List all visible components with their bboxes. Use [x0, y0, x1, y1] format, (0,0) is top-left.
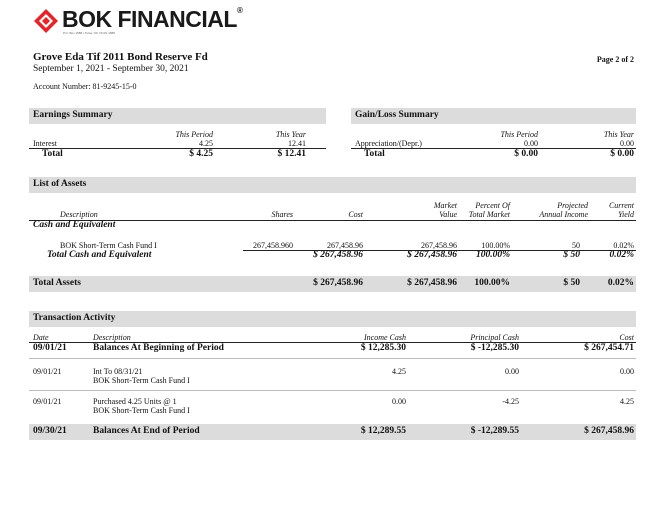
assets-col-income-2: Annual Income	[539, 210, 588, 219]
tx-end-cost: $ 267,458.96	[584, 426, 634, 436]
transaction-activity-title: Transaction Activity	[33, 313, 116, 323]
tx-end-label: Balances At End of Period	[93, 426, 200, 436]
tx-row-income: 4.25	[392, 367, 406, 376]
assets-group-total-market: $ 267,458.96	[407, 250, 457, 260]
tx-row-principal: 0.00	[505, 367, 519, 376]
asset-row-yield: 0.02%	[613, 241, 634, 250]
tx-end-principal: $ -12,289.55	[470, 426, 519, 436]
assets-col-percent-1: Percent Of	[475, 201, 510, 210]
gainloss-summary-title: Gain/Loss Summary	[355, 110, 439, 120]
assets-group-total-cost: $ 267,458.96	[313, 250, 363, 260]
transaction-activity-header	[29, 311, 636, 327]
earnings-total-year: $ 12.41	[277, 149, 306, 159]
tx-row-cost: 0.00	[620, 367, 634, 376]
tx-row-desc-line2: BOK Short-Term Cash Fund I	[93, 376, 190, 385]
tx-col-date: Date	[33, 333, 49, 342]
gainloss-col-period: This Period	[500, 130, 538, 139]
assets-col-percent-2: Total Market	[468, 210, 510, 219]
earnings-row-period: 4.25	[199, 139, 213, 148]
tx-end-date: 09/30/21	[33, 426, 67, 436]
earnings-row-label: Interest	[33, 139, 57, 148]
tx-row-desc-line2: BOK Short-Term Cash Fund I	[93, 406, 190, 415]
total-assets-market: $ 267,458.96	[407, 278, 457, 288]
page-number: Page 2 of 2	[596, 55, 634, 64]
tx-row-desc-line1: Purchased 4.25 Units @ 1	[93, 397, 177, 406]
bok-logo-icon	[33, 8, 59, 34]
assets-col-description: Description	[60, 210, 98, 219]
assets-group-total-income: $ 50	[563, 250, 580, 260]
asset-row-market: 267,458.96	[421, 241, 457, 250]
tx-row-date: 09/01/21	[33, 397, 62, 406]
total-assets-income: $ 50	[563, 278, 580, 288]
assets-col-yield-2: Yield	[618, 210, 634, 219]
assets-col-cost: Cost	[348, 210, 363, 219]
tx-col-income: Income Cash	[364, 333, 406, 342]
brand-name: BOK FINANCIAL®	[62, 6, 243, 32]
assets-group-total-yield: 0.02%	[609, 250, 634, 260]
gainloss-row-year: 0.00	[620, 139, 634, 148]
account-number: Account Number: 81-9245-15-0	[33, 82, 137, 91]
earnings-total-period: $ 4.25	[189, 149, 213, 159]
earnings-col-year: This Year	[275, 130, 306, 139]
tx-begin-income: $ 12,285.30	[360, 343, 406, 353]
tx-begin-date: 09/01/21	[33, 343, 67, 353]
gainloss-row-period: 0.00	[524, 139, 538, 148]
tx-row-date: 09/01/21	[33, 367, 62, 376]
tx-begin-principal: $ -12,285.30	[470, 343, 519, 353]
assets-col-shares: Shares	[271, 210, 293, 219]
earnings-summary-title: Earnings Summary	[33, 110, 113, 120]
asset-row-name: BOK Short-Term Cash Fund I	[60, 241, 157, 250]
list-of-assets-title: List of Assets	[33, 179, 87, 189]
asset-row-percent: 100.00%	[481, 241, 510, 250]
tx-row-cost: 4.25	[620, 397, 634, 406]
tx-begin-cost: $ 267,454.71	[584, 343, 634, 353]
earnings-col-period: This Period	[175, 130, 213, 139]
gainloss-total-year: $ 0.00	[610, 149, 634, 159]
tx-row-principal: -4.25	[502, 397, 519, 406]
tx-row-desc-line1: Int To 08/31/21	[93, 367, 143, 376]
gainloss-row-label: Appreciation/(Depr.)	[355, 139, 422, 148]
asset-row-shares: 267,458.960	[253, 241, 293, 250]
total-assets-percent: 100.00%	[474, 278, 510, 288]
account-name: Grove Eda Tif 2011 Bond Reserve Fd	[33, 51, 208, 63]
gainloss-total-label: Total	[364, 149, 385, 159]
assets-group-total-percent: 100.00%	[475, 250, 510, 260]
asset-row-income: 50	[572, 241, 580, 250]
tx-end-income: $ 12,289.55	[360, 426, 406, 436]
assets-group-title: Cash and Equivalent	[33, 220, 116, 230]
total-assets-yield: 0.02%	[607, 278, 634, 288]
total-assets-cost: $ 267,458.96	[313, 278, 363, 288]
tx-col-description: Description	[93, 333, 131, 342]
earnings-row-year: 12.41	[288, 139, 306, 148]
asset-row-cost: 267,458.96	[327, 241, 363, 250]
assets-col-yield-1: Current	[608, 201, 634, 210]
assets-col-market-2: Value	[439, 210, 457, 219]
brand-fineprint: P.O. Box 1588 • Tulsa, OK 74101-1588	[63, 31, 115, 35]
total-assets-label: Total Assets	[33, 278, 81, 288]
statement-period: September 1, 2021 - September 30, 2021	[33, 64, 189, 74]
gainloss-total-period: $ 0.00	[514, 149, 538, 159]
assets-col-income-1: Projected	[557, 201, 588, 210]
gainloss-col-year: This Year	[603, 130, 634, 139]
tx-col-cost: Cost	[619, 333, 634, 342]
assets-group-total-label: Total Cash and Equivalent	[47, 250, 152, 260]
tx-col-principal: Principal Cash	[470, 333, 519, 342]
earnings-total-label: Total	[42, 149, 63, 159]
tx-begin-label: Balances At Beginning of Period	[93, 343, 224, 353]
list-of-assets-header	[29, 177, 636, 193]
assets-col-market-1: Market	[433, 201, 457, 210]
tx-row-income: 0.00	[392, 397, 406, 406]
